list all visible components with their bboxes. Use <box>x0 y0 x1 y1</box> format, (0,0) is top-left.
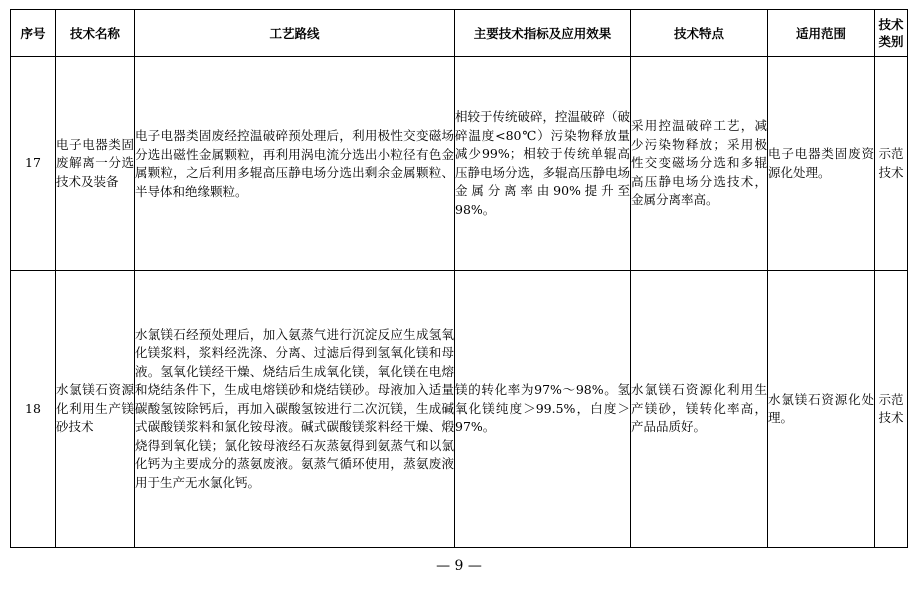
row-index: 17 <box>11 57 56 271</box>
header-name: 技术名称 <box>56 10 135 57</box>
row-effect: 镁的转化率为97%～98%。氢氧化镁纯度＞99.5%，白度＞97%。 <box>455 271 631 548</box>
table-row <box>11 271 908 548</box>
page-number: — 9 — <box>436 558 482 574</box>
row-category: 示范技术 <box>875 57 908 271</box>
table-header-row <box>11 10 908 57</box>
header-feature: 技术特点 <box>631 10 768 57</box>
row-feature: 水氯镁石资源化利用生产镁砂，镁转化率高，产品品质好。 <box>631 271 768 548</box>
row-feature: 采用控温破碎工艺，减少污染物释放；采用极性交变磁场分选和多辊高压静电场分选技术，金属分离率高。 <box>631 57 768 271</box>
header-category: 技术类别 <box>875 10 908 57</box>
row-scope: 电子电器类固废资源化处理。 <box>768 57 875 271</box>
row-route: 电子电器类固废经控温破碎预处理后，利用极性交变磁场分选出磁性金属颗粒，再利用涡电流分选出小粒径有色金属颗粒，之后利用多辊高压静电场分选出剩余金属颗粒、半导体和绝缘颗粒。 <box>135 57 455 271</box>
header-scope: 适用范围 <box>768 10 875 57</box>
row-route: 水氯镁石经预处理后，加入氨蒸气进行沉淀反应生成氢氧化镁浆料，浆料经洗涤、分离、过滤后得到氢氧化镁和母液。氢氧化镁经干燥、烧结后生成氧化镁，氧化镁在电熔和烧结条件下，生成电熔镁砂和烧结镁砂。母液加入适量碳酸氢铵除钙后，再加入碳酸氢铵进行二次沉镁，生成碱式碳酸镁浆料和氯化铵母液。碱式碳酸镁浆料经干燥、煅烧得到氧化镁；氯化铵母液经石灰蒸氨得到氨蒸气和以氯化钙为主要成分的蒸氨废液。氨蒸气循环使用，蒸氨废液用于生产无水氯化钙。 <box>135 271 455 548</box>
row-effect: 相较于传统破碎，控温破碎（破碎温度<80℃）污染物释放量减少99%；相较于传统单辊高压静电场分选，多辊高压静电场金属分离率由90%提升至98%。 <box>455 57 631 271</box>
header-effect: 主要技术指标及应用效果 <box>455 10 631 57</box>
header-route: 工艺路线 <box>135 10 455 57</box>
row-name: 水氯镁石资源化利用生产镁砂技术 <box>56 271 135 548</box>
table-row <box>11 57 908 271</box>
header-index: 序号 <box>11 10 56 57</box>
row-scope: 水氯镁石资源化处理。 <box>768 271 875 548</box>
row-name: 电子电器类固废解离一分选技术及装备 <box>56 57 135 271</box>
row-index: 18 <box>11 271 56 548</box>
technology-table <box>10 9 908 548</box>
row-category: 示范技术 <box>875 271 908 548</box>
